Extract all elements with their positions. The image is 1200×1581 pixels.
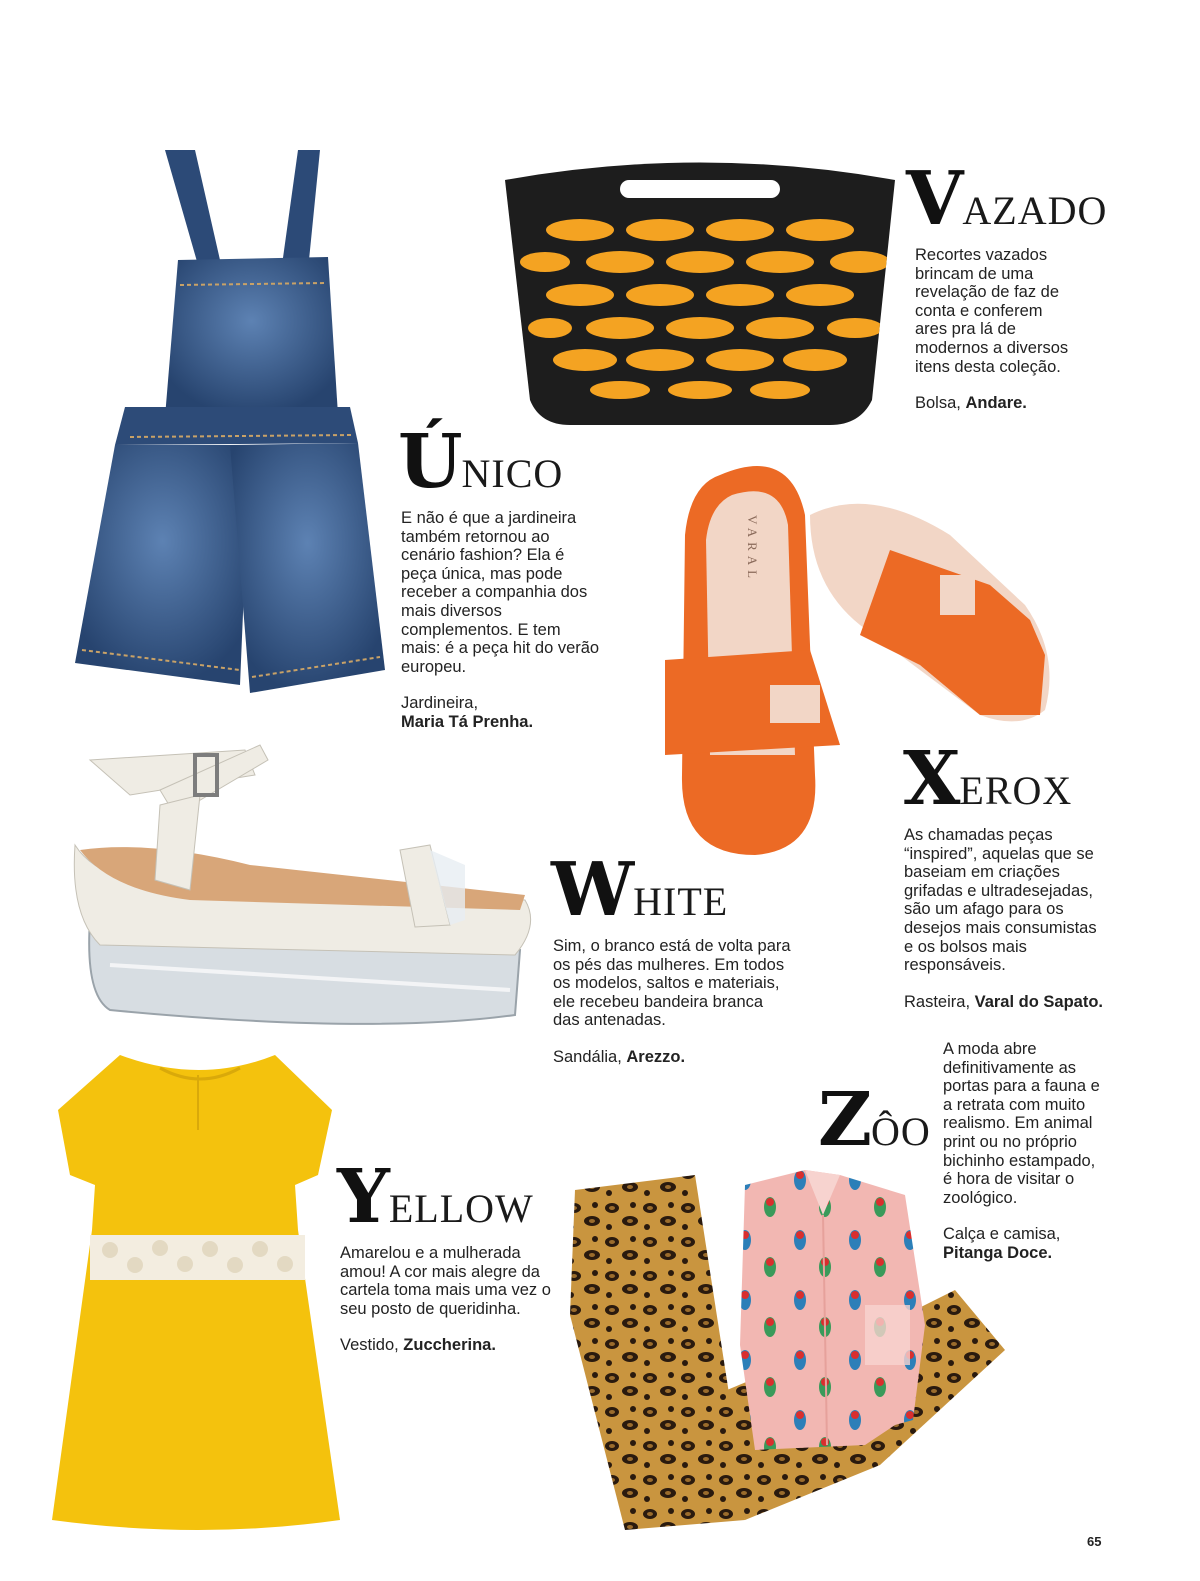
cutout-bag-image [500, 150, 900, 430]
yellow-heading [337, 1154, 567, 1240]
yellow-heading-capital: Y [337, 1154, 388, 1240]
unico-heading-rest: NICO [461, 451, 564, 496]
section-unico [398, 419, 608, 732]
xerox-heading-rest: EROX [959, 768, 1073, 813]
unico-heading [398, 419, 608, 505]
vazado-heading-rest: AZADO [962, 188, 1108, 233]
vazado-credit-label: Bolsa, [915, 394, 966, 413]
unico-heading-capital: Ú [398, 419, 461, 505]
yellow-heading-rest: ELLOW [388, 1186, 534, 1231]
vazado-credit-brand: Andare. [965, 394, 1027, 413]
zoo-heading-capital: Z [818, 1077, 871, 1163]
yellow-dress-image [50, 1050, 350, 1535]
xerox-description: As chamadas peças “inspired”, aquelas que se baseiam em criações grifadas e ultradesejadas, são um afago para os desejos mais consumistas e os bolsos mais responsáveis. [904, 826, 1097, 975]
zoo-heading-rest: ÔO [871, 1109, 931, 1154]
section-white [551, 847, 796, 1067]
zoo-text-column [943, 1038, 1105, 1263]
yellow-credit-brand: Zuccherina. [403, 1336, 496, 1355]
yellow-description: Amarelou e a mulherada amou! A cor mais alegre da cartela toma mais uma vez o seu posto de queridinha. [340, 1244, 551, 1318]
white-heading-rest: HITE [633, 879, 729, 924]
white-credit-label: Sandália, [553, 1047, 627, 1066]
xerox-credit-label: Rasteira, [904, 992, 975, 1011]
vazado-heading-capital: V [906, 156, 962, 242]
section-zoo [818, 1038, 1118, 1268]
denim-overalls-image [70, 145, 390, 700]
yellow-credit-label: Vestido, [340, 1336, 404, 1355]
section-xerox [903, 736, 1113, 1011]
page-number: 65 [1087, 1534, 1102, 1549]
section-yellow [337, 1154, 567, 1355]
unico-description: E não é que a jardineira também retornou ao cenário fashion? Ela é peça única, mas pode receber a companhia dos mais diversos complementos. E tem mais: é a peça hit do verão europeu. [401, 509, 600, 676]
xerox-heading [903, 736, 1113, 822]
xerox-credit-brand: Varal do Sapato. [974, 992, 1103, 1011]
vazado-credit [915, 394, 1106, 413]
xerox-heading-capital: X [903, 736, 959, 822]
zoo-credit [943, 1225, 1105, 1262]
unico-credit-brand: Maria Tá Prenha. [401, 712, 534, 731]
white-heading-capital: W [551, 847, 633, 933]
white-credit [553, 1048, 796, 1067]
zoo-credit-brand: Pitanga Doce. [943, 1243, 1053, 1262]
vazado-heading [906, 156, 1108, 242]
zoo-heading [818, 1077, 931, 1163]
zoo-credit-label: Calça e camisa, [943, 1225, 1061, 1244]
unico-credit-label: Jardineira, [401, 694, 479, 713]
white-description: Sim, o branco está de volta para os pés das mulheres. Em todos os modelos, saltos e materiais, ele recebeu bandeira branca das antenadas. [553, 937, 791, 1030]
sandal-brand-print: VARAL [745, 515, 760, 584]
vazado-description: Recortes vazados brincam de uma revelação de faz de conta e conferem ares pra lá de modernos a diversos itens desta coleção. [915, 246, 1069, 376]
yellow-credit [340, 1336, 567, 1355]
white-credit-brand: Arezzo. [626, 1047, 686, 1066]
unico-credit [401, 694, 608, 731]
xerox-credit [904, 993, 1113, 1012]
white-heading [551, 847, 796, 933]
zoo-description: A moda abre definitivamente as portas para a fauna e a retrata com muito realismo. Em animal print ou no próprio bichinho estampado, é hora de visitar o zoológico. [943, 1040, 1100, 1207]
section-vazado [906, 156, 1108, 413]
white-platform-sandal-image [70, 712, 535, 1035]
